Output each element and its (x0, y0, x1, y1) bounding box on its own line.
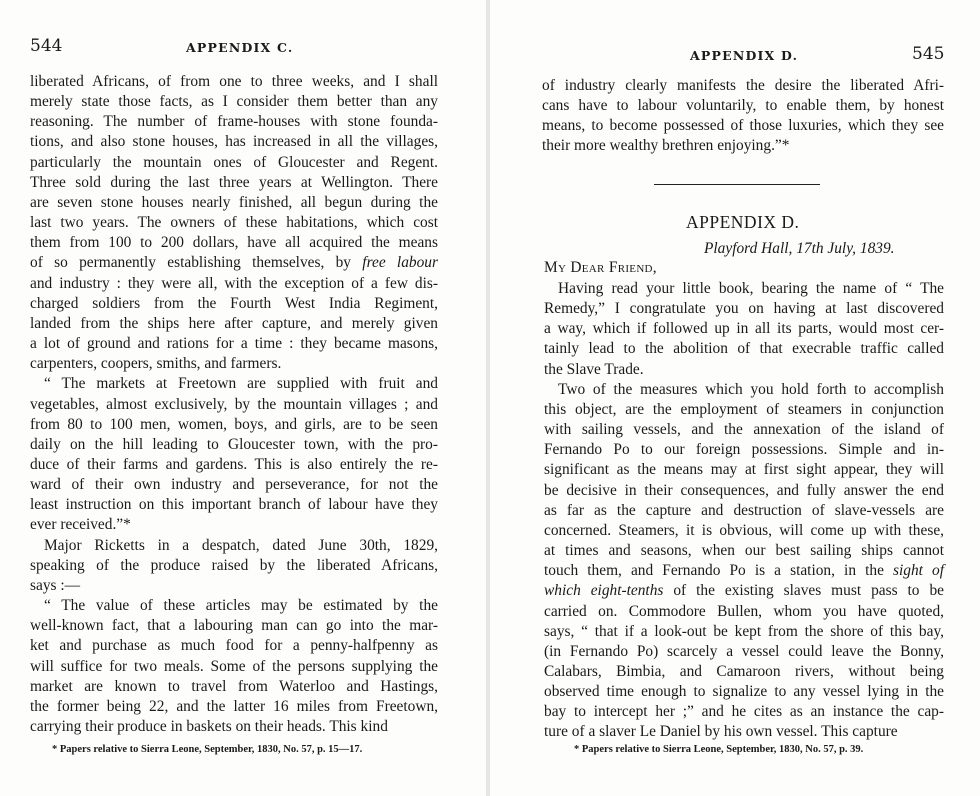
text-line: Two of the measures which you hold forth to accomplish (558, 380, 944, 398)
text-line: concerned. Steamers, it is obvious, will come up with these, (544, 521, 944, 539)
text-line: which eight-tenths of the existing slaves must pass to be (544, 582, 944, 600)
running-head: APPENDIX D. (690, 48, 799, 63)
text-line: “ The value of these articles may be estimated by the (44, 597, 438, 615)
text-line: tainly lead to the abolition of that execrable traffic called (544, 340, 944, 358)
right-page (490, 0, 980, 796)
text-line: daily on the hill leading to Gloucester town, with the pro- (30, 435, 438, 453)
text-line: at times and seasons, when our best sailing ships cannot (544, 542, 944, 560)
text-line: carried on. Commodore Bullen, whom you have quoted, (544, 602, 944, 620)
text-line: says, “ that if a look-out be kept from the shore of this bay, (544, 622, 944, 640)
text-line: their more wealthy brethren enjoying.”* (542, 137, 790, 155)
text-line: a way, which if followed up in all its parts, would most cer- (544, 320, 944, 338)
text-line: bay to intercept her ;” and he cites as an instance the cap- (544, 703, 944, 721)
text-line: market are known to travel from Waterloo and Hastings, (30, 677, 438, 695)
salutation: My Dear Friend, (544, 259, 657, 276)
text-line: particularly the mountain ones of Gloucester and Regent. (30, 153, 438, 171)
text-line: (in Fernando Po) scarcely a vessel could leave the Bonny, (544, 642, 944, 660)
text-line: ture of a slaver Le Daniel by his own vessel. This capture (544, 723, 898, 741)
italic-phrase: free labour (362, 254, 438, 272)
italic-phrase: sight of (893, 562, 944, 580)
text-line: significant as the means may at first sight appear, they will (544, 461, 944, 479)
text-line: “ The markets at Freetown are supplied with fruit and (44, 375, 438, 393)
text-line: Fernando Po to our foreign possessions. Simple and in- (544, 441, 944, 459)
text-line: ket and purchase as much food for a penny-halfpenny as (30, 637, 438, 655)
appendix-title: APPENDIX D. (686, 212, 800, 232)
text-line: liberated Africans, of from one to three weeks, and I shall (30, 73, 438, 90)
text-line: as far as the capture and destruction of slave-vessels are (544, 501, 944, 519)
page-number: 545 (912, 44, 945, 64)
text-line: will suffice for two meals. Some of the persons supplying the (30, 657, 438, 675)
text-line: vegetables, almost exclusively, by the mountain villages ; and (30, 395, 438, 413)
text-line: the former being 22, and the latter 16 miles from Freetown, (30, 697, 438, 715)
text-line: merely state those facts, as I consider them better than any (30, 93, 438, 111)
continuation-text (542, 76, 944, 157)
text-line: a lot of ground and rations for a time : they became masons, (30, 335, 438, 353)
section-rule (654, 184, 820, 185)
text-line: of so permanently establishing themselves, by free labour (30, 254, 438, 272)
text-line: Remedy,” I congratulate you on having at last discovered (544, 300, 944, 318)
text-line: with sailing vessels, and the annexation of the island of (544, 421, 944, 439)
dateline: Playford Hall, 17th July, 1839. (704, 240, 895, 257)
text-line: of industry clearly manifests the desire the liberated Afri- (542, 77, 944, 94)
text-line: are seven stone houses nearly finished, all begun during the (30, 193, 438, 211)
text-line: Three sold during the last three years at Wellington. There (30, 173, 438, 191)
left-body-text (30, 72, 438, 737)
left-page (0, 0, 486, 796)
text-line: cans have to labour voluntarily, to enable them, by honest (542, 97, 944, 115)
text-line: least instruction on this important branch of labour have they (30, 496, 438, 514)
text-line: touch them, and Fernando Po is a station, in the sight of (544, 562, 944, 580)
text-line: tions, and also stone houses, has increased in all the villages, (30, 133, 438, 151)
text-line: speaking of the produce raised by the liberated Africans, (30, 556, 438, 574)
page-number: 544 (30, 36, 63, 56)
text-line: from 80 to 100 men, women, boys, and girls, are to be seen (30, 415, 438, 433)
footnote: * Papers relative to Sierra Leone, September, 1830, No. 57, p. 39. (574, 744, 864, 755)
text-line: them from 100 to 200 dollars, have all acquired the means (30, 234, 438, 252)
text-line: carpenters, coopers, smiths, and farmers. (30, 355, 282, 373)
text-line: this object, are the employment of steamers in conjunction (544, 400, 944, 418)
text-line: observed time enough to signalize to any vessel lying in the (544, 683, 944, 701)
letter-body-text (544, 279, 944, 743)
italic-phrase: which eight-tenths (544, 582, 664, 600)
text-line: ward of their own industry and perseverance, for not the (30, 476, 438, 494)
text-line: carrying their produce in baskets on their heads. This kind (30, 718, 388, 735)
text-line: charged soldiers from the Fourth West India Regiment, (30, 294, 438, 312)
text-line: means, to become possessed of those luxuries, which they see (542, 117, 944, 135)
text-line: the Slave Trade. (544, 360, 644, 378)
text-line: duce of their farms and gardens. This is also entirely the re- (30, 455, 438, 473)
footnote: * Papers relative to Sierra Leone, September, 1830, No. 57, p. 15—17. (52, 744, 363, 755)
text-line: and industry : they were all, with the exception of a few dis- (30, 274, 438, 292)
text-line: says :— (30, 576, 81, 594)
text-line: Having read your little book, bearing the name of “ The (558, 280, 944, 297)
text-line: be decisive in their consequences, and fully answer the end (544, 481, 944, 499)
text-line: ever received.”* (30, 516, 131, 534)
text-line: landed from the ships here after capture, and merely given (30, 314, 438, 332)
text-line: well-known fact, that a labouring man can go into the mar- (30, 617, 438, 635)
text-line: Major Ricketts in a despatch, dated June 30th, 1829, (44, 536, 438, 554)
text-line: reasoning. The number of frame-houses with stone founda- (30, 113, 438, 131)
text-line: Calabars, Bimbia, and Camaroon rivers, without being (544, 662, 944, 680)
running-head: APPENDIX C. (186, 40, 294, 55)
text-line: last two years. The owners of these habitations, which cost (30, 214, 438, 232)
